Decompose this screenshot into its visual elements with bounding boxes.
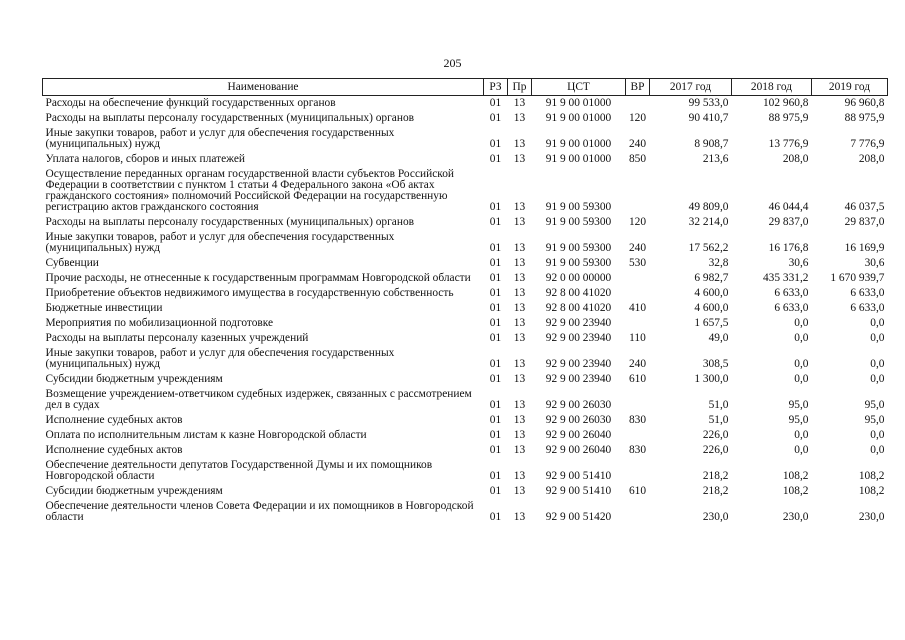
cell-2018: 16 176,8: [768, 242, 809, 254]
cell-rz: 01: [489, 302, 502, 314]
cell-vr: 530: [628, 257, 647, 269]
cell-2018: 108,2: [782, 485, 809, 497]
cell-name: Иные закупки товаров, работ и услуг для обеспечения государственных (муниципальных) нужд: [45, 231, 395, 254]
cell-name: Бюджетные инвестиции: [45, 302, 163, 314]
table-row: [43, 152, 888, 167]
cell-2018: 230,0: [782, 511, 809, 523]
cell-2017: 51,0: [708, 399, 729, 411]
header-2019: 2019 год: [812, 79, 888, 96]
cell-vr: 120: [628, 216, 647, 228]
cell-2017: 51,0: [708, 414, 729, 426]
cell-cst: 91 9 00 01000: [545, 97, 612, 109]
header-rz: РЗ: [484, 79, 508, 96]
cell-cst: 91 9 00 59300: [545, 201, 612, 213]
cell-pr: 13: [513, 153, 526, 165]
cell-cst: 92 9 00 26030: [545, 414, 612, 426]
header-2018: 2018 год: [732, 79, 812, 96]
cell-2019: 95,0: [864, 414, 885, 426]
cell-rz: 01: [489, 153, 502, 165]
cell-cst: 91 9 00 59300: [545, 242, 612, 254]
header-cst: ЦСТ: [532, 79, 626, 96]
cell-2018: 0,0: [794, 317, 809, 329]
cell-2019: 0,0: [870, 429, 885, 441]
header-pr: Пр: [508, 79, 532, 96]
cell-rz: 01: [489, 429, 502, 441]
cell-2018: 30,6: [788, 257, 809, 269]
cell-pr: 13: [513, 287, 526, 299]
cell-cst: 92 9 00 23940: [545, 373, 612, 385]
table-row: [43, 346, 888, 372]
cell-vr: [626, 499, 650, 525]
cell-vr: [626, 286, 650, 301]
cell-rz: 01: [489, 138, 502, 150]
cell-2017: 218,2: [702, 485, 729, 497]
cell-2017: 226,0: [702, 429, 729, 441]
cell-2019: 0,0: [870, 332, 885, 344]
cell-vr: [626, 458, 650, 484]
cell-2019: 7 776,9: [850, 138, 885, 150]
cell-2018: 208,0: [782, 153, 809, 165]
cell-pr: 13: [513, 414, 526, 426]
cell-pr: 13: [513, 444, 526, 456]
cell-pr: 13: [513, 216, 526, 228]
cell-vr: [626, 271, 650, 286]
cell-cst: 92 0 00 00000: [545, 272, 612, 284]
cell-vr: [626, 316, 650, 331]
cell-2019: 108,2: [858, 470, 885, 482]
cell-cst: 92 9 00 26030: [545, 399, 612, 411]
cell-2017: 8 908,7: [694, 138, 729, 150]
cell-vr: [626, 96, 650, 112]
cell-vr: [626, 167, 650, 215]
cell-rz: 01: [489, 511, 502, 523]
cell-cst: 91 9 00 01000: [545, 153, 612, 165]
cell-2018: 0,0: [794, 332, 809, 344]
cell-name: Исполнение судебных актов: [45, 414, 183, 426]
cell-vr: [626, 387, 650, 413]
cell-pr: 13: [513, 302, 526, 314]
cell-2017: 99 533,0: [688, 97, 729, 109]
table-body: [43, 96, 888, 526]
cell-2018: 29 837,0: [768, 216, 809, 228]
table-row: [43, 387, 888, 413]
table-row: [43, 331, 888, 346]
cell-2018: 108,2: [782, 470, 809, 482]
cell-2018: 435 331,2: [762, 272, 809, 284]
cell-2019: 16 169,9: [844, 242, 885, 254]
cell-2017: 308,5: [702, 358, 729, 370]
cell-2017: 90 410,7: [688, 112, 729, 124]
table-row: [43, 316, 888, 331]
table-row: [43, 458, 888, 484]
cell-pr: 13: [513, 332, 526, 344]
table-header: [43, 79, 888, 96]
cell-rz: 01: [489, 287, 502, 299]
cell-name: Расходы на выплаты персоналу казенных учреждений: [45, 332, 309, 344]
cell-name: Приобретение объектов недвижимого имущества в государственную собственность: [45, 287, 454, 299]
cell-2019: 108,2: [858, 485, 885, 497]
cell-2019: 0,0: [870, 373, 885, 385]
cell-cst: 91 9 00 01000: [545, 138, 612, 150]
table-row: [43, 413, 888, 428]
cell-pr: 13: [513, 317, 526, 329]
cell-pr: 13: [513, 373, 526, 385]
cell-2019: 0,0: [870, 317, 885, 329]
cell-2019: 0,0: [870, 358, 885, 370]
cell-2018: 46 044,4: [768, 201, 809, 213]
cell-name: Возмещение учреждением-ответчиком судебных издержек, связанных с рассмотрением дел в судах: [45, 388, 472, 411]
cell-2019: 88 975,9: [844, 112, 885, 124]
cell-cst: 92 9 00 51410: [545, 470, 612, 482]
cell-2019: 96 960,8: [844, 97, 885, 109]
header-vr: ВР: [626, 79, 650, 96]
cell-cst: 92 8 00 41020: [545, 287, 612, 299]
cell-2017: 32 214,0: [688, 216, 729, 228]
cell-2017: 213,6: [702, 153, 729, 165]
cell-2017: 4 600,0: [694, 302, 729, 314]
cell-rz: 01: [489, 485, 502, 497]
cell-cst: 92 8 00 41020: [545, 302, 612, 314]
cell-rz: 01: [489, 358, 502, 370]
cell-vr: 240: [628, 242, 647, 254]
budget-table: [42, 78, 888, 525]
cell-2019: 30,6: [864, 257, 885, 269]
cell-pr: 13: [513, 257, 526, 269]
cell-name: Оплата по исполнительным листам к казне Новгородской области: [45, 429, 367, 441]
cell-name: Иные закупки товаров, работ и услуг для обеспечения государственных (муниципальных) нужд: [45, 347, 395, 370]
cell-2018: 0,0: [794, 429, 809, 441]
cell-vr: 610: [628, 373, 647, 385]
cell-pr: 13: [513, 511, 526, 523]
cell-rz: 01: [489, 257, 502, 269]
cell-pr: 13: [513, 201, 526, 213]
cell-2017: 32,8: [708, 257, 729, 269]
cell-2019: 0,0: [870, 444, 885, 456]
table-row: [43, 215, 888, 230]
cell-rz: 01: [489, 216, 502, 228]
cell-2019: 208,0: [858, 153, 885, 165]
cell-cst: 91 9 00 01000: [545, 112, 612, 124]
cell-name: Субсидии бюджетным учреждениям: [45, 373, 223, 385]
table-row: [43, 499, 888, 525]
cell-cst: 91 9 00 59300: [545, 257, 612, 269]
table-row: [43, 111, 888, 126]
cell-vr: [626, 428, 650, 443]
cell-2018: 6 633,0: [774, 302, 809, 314]
cell-rz: 01: [489, 272, 502, 284]
cell-2017: 6 982,7: [694, 272, 729, 284]
cell-rz: 01: [489, 399, 502, 411]
table-row: [43, 256, 888, 271]
table-row: [43, 286, 888, 301]
cell-2019: 1 670 939,7: [830, 272, 885, 284]
table-row: [43, 372, 888, 387]
cell-name: Расходы на выплаты персоналу государственных (муниципальных) органов: [45, 216, 415, 228]
cell-2018: 6 633,0: [774, 287, 809, 299]
cell-name: Расходы на обеспечение функций государственных органов: [45, 97, 336, 109]
cell-name: Уплата налогов, сборов и иных платежей: [45, 153, 245, 165]
cell-name: Исполнение судебных актов: [45, 444, 183, 456]
cell-pr: 13: [513, 112, 526, 124]
cell-2019: 29 837,0: [844, 216, 885, 228]
cell-vr: 240: [628, 358, 647, 370]
page-number: 205: [443, 56, 462, 70]
cell-pr: 13: [513, 242, 526, 254]
cell-vr: 240: [628, 138, 647, 150]
cell-pr: 13: [513, 97, 526, 109]
cell-pr: 13: [513, 399, 526, 411]
cell-2018: 95,0: [788, 399, 809, 411]
cell-name: Прочие расходы, не отнесенные к государственным программам Новгородской области: [45, 272, 471, 284]
cell-rz: 01: [489, 373, 502, 385]
cell-name: Обеспечение деятельности членов Совета Федерации и их помощников в Новгородской области: [45, 500, 474, 523]
cell-vr: 610: [628, 485, 647, 497]
cell-pr: 13: [513, 429, 526, 441]
cell-2019: 230,0: [858, 511, 885, 523]
table-row: [43, 484, 888, 499]
table-row: [43, 167, 888, 215]
cell-vr: 410: [628, 302, 647, 314]
cell-rz: 01: [489, 112, 502, 124]
cell-2018: 13 776,9: [768, 138, 809, 150]
cell-rz: 01: [489, 201, 502, 213]
cell-name: Осуществление переданных органам государственной власти субъектов Российской Федерации в соответствии с пунктом 1 статьи 4 Федерального закона «Об актах гражданского состояния» полномочий Российской Федерации на государственную регистрацию актов гражданского состояния: [45, 168, 454, 213]
cell-cst: 91 9 00 59300: [545, 216, 612, 228]
header-2017: 2017 год: [650, 79, 732, 96]
cell-2017: 17 562,2: [688, 242, 729, 254]
cell-cst: 92 9 00 23940: [545, 332, 612, 344]
cell-cst: 92 9 00 51420: [545, 511, 612, 523]
cell-2017: 1 657,5: [694, 317, 729, 329]
cell-2017: 49 809,0: [688, 201, 729, 213]
cell-cst: 92 9 00 23940: [545, 358, 612, 370]
cell-2017: 4 600,0: [694, 287, 729, 299]
cell-vr: 830: [628, 444, 647, 456]
cell-2017: 218,2: [702, 470, 729, 482]
cell-2018: 0,0: [794, 358, 809, 370]
cell-pr: 13: [513, 138, 526, 150]
table-row: [43, 428, 888, 443]
table-row: [43, 301, 888, 316]
cell-pr: 13: [513, 272, 526, 284]
table-row: [43, 230, 888, 256]
header-name: Наименование: [43, 79, 484, 96]
cell-rz: 01: [489, 242, 502, 254]
cell-pr: 13: [513, 358, 526, 370]
cell-rz: 01: [489, 444, 502, 456]
cell-name: Обеспечение деятельности депутатов Государственной Думы и их помощников Новгородской области: [45, 459, 433, 482]
cell-vr: 120: [628, 112, 647, 124]
cell-pr: 13: [513, 485, 526, 497]
cell-2017: 49,0: [708, 332, 729, 344]
cell-rz: 01: [489, 332, 502, 344]
cell-cst: 92 9 00 23940: [545, 317, 612, 329]
cell-2017: 230,0: [702, 511, 729, 523]
cell-2019: 46 037,5: [844, 201, 885, 213]
table-row: [43, 271, 888, 286]
cell-name: Расходы на выплаты персоналу государственных (муниципальных) органов: [45, 112, 415, 124]
cell-vr: 850: [628, 153, 647, 165]
cell-rz: 01: [489, 317, 502, 329]
cell-2017: 226,0: [702, 444, 729, 456]
cell-rz: 01: [489, 97, 502, 109]
cell-name: Субвенции: [45, 257, 99, 269]
cell-2018: 95,0: [788, 414, 809, 426]
table-row: [43, 96, 888, 112]
cell-cst: 92 9 00 26040: [545, 444, 612, 456]
cell-name: Субсидии бюджетным учреждениям: [45, 485, 223, 497]
cell-2018: 102 960,8: [762, 97, 809, 109]
cell-2018: 88 975,9: [768, 112, 809, 124]
cell-name: Мероприятия по мобилизационной подготовке: [45, 317, 274, 329]
cell-2018: 0,0: [794, 373, 809, 385]
cell-vr: 830: [628, 414, 647, 426]
cell-2019: 6 633,0: [850, 302, 885, 314]
table-row: [43, 443, 888, 458]
cell-cst: 92 9 00 51410: [545, 485, 612, 497]
table-row: [43, 126, 888, 152]
cell-2019: 95,0: [864, 399, 885, 411]
cell-cst: 92 9 00 26040: [545, 429, 612, 441]
cell-2018: 0,0: [794, 444, 809, 456]
cell-pr: 13: [513, 470, 526, 482]
cell-vr: 110: [629, 332, 646, 344]
cell-rz: 01: [489, 470, 502, 482]
cell-rz: 01: [489, 414, 502, 426]
cell-2019: 6 633,0: [850, 287, 885, 299]
cell-2017: 1 300,0: [694, 373, 729, 385]
cell-name: Иные закупки товаров, работ и услуг для обеспечения государственных (муниципальных) нужд: [45, 127, 395, 150]
